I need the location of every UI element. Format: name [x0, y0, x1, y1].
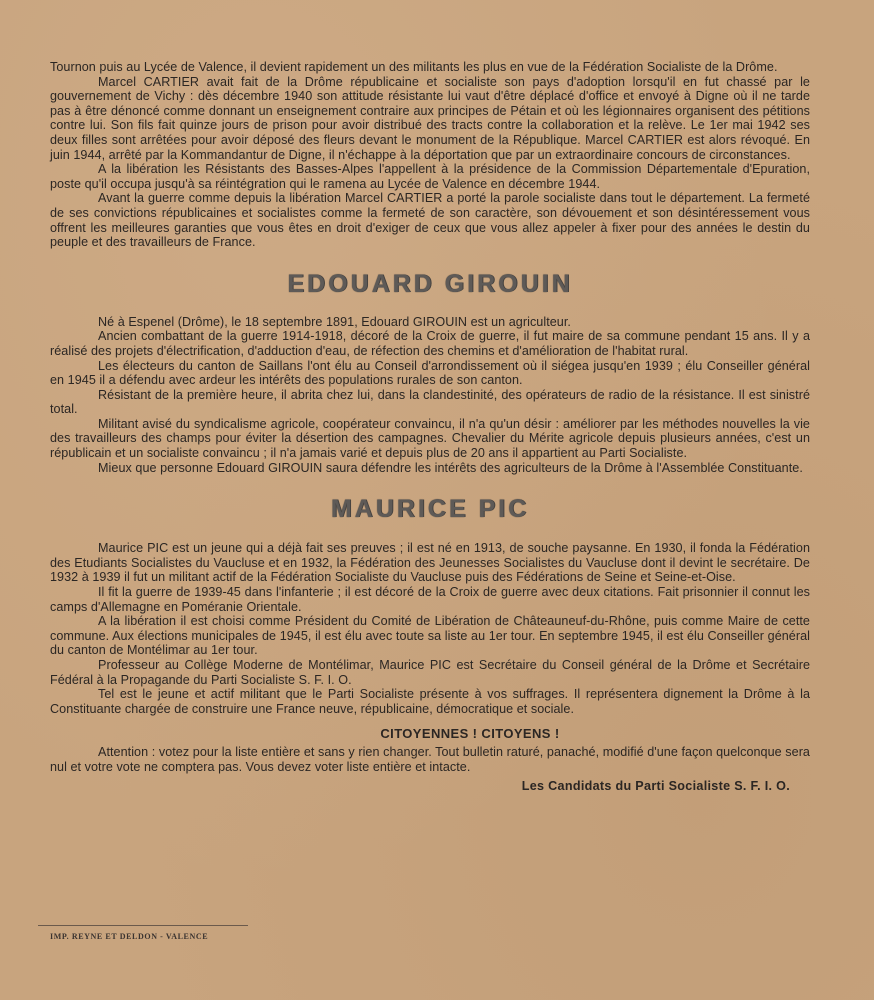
- printer-divider: [38, 925, 248, 926]
- section-title-girouin: EDOUARD GIROUIN: [287, 269, 573, 298]
- girouin-paragraph-3: Les électeurs du canton de Saillans l'ont élu au Conseil d'arrondissement où il siégea jusqu'en 1939 ; élu Conseiller général en 1945 il a défendu avec ardeur les intérêts des populations rurales de son canton.: [50, 358, 810, 388]
- girouin-paragraph-5: Militant avisé du syndicalisme agricole, coopérateur convaincu, il n'a qu'un désir : améliorer par les méthodes nouvelles la vie des travailleurs des champs pour éviter la désertion des campagnes. Chevalier du Mérite agricole depuis plusieurs années, c'est un républicain et un socialiste convaincu ; il n'a jamais varié et depuis plus de 20 ans il appartient au Parti Socialiste.: [50, 416, 810, 461]
- intro-paragraph-1: Tournon puis au Lycée de Valence, il devient rapidement un des militants les plus en vue de la Fédération Socialiste de la Drôme.: [50, 60, 778, 74]
- intro-paragraph-3: A la libération les Résistants des Basses-Alpes l'appellent à la présidence de la Commission Départementale d'Epuration, poste qu'il occupa jusqu'à sa réintégration qui le ramena au Lycée de Valence en décembre 1944.: [50, 162, 810, 191]
- girouin-paragraph-1: Né à Espenel (Drôme), le 18 septembre 1891, Edouard GIROUIN est un agriculteur.: [98, 314, 571, 329]
- girouin-paragraph-6: Mieux que personne Edouard GIROUIN saura défendre les intérêts des agriculteurs de la Drôme à l'Assemblée Constituante.: [98, 460, 803, 475]
- girouin-paragraph-4: Résistant de la première heure, il abrita chez lui, dans la clandestinité, des opérateurs de radio de la résistance. Il est sinistré total.: [50, 387, 810, 417]
- intro-paragraph-2: Marcel CARTIER avait fait de la Drôme républicaine et socialiste son pays d'adoption lorsqu'il en fut chassé par le gouvernement de Vichy : dès décembre 1940 son attitude résistante lui vaut d'être déplacé d'office et envoyé à Digne où il ne tarde pas à être dénoncé comme donnant un enseignement contraire aux principes de Pétain et où les légionnaires organisent des pétitions contre lui. Son fils fait quinze jours de prison pour avoir distribué des tracts contre la collaboration et la relève. Le 1er mai 1942 ses deux filles sont arrêtées pour avoir déposé des fleurs devant le monument de la République. Marcel CARTIER est alors révoqué. En juin 1944, arrêté par la Kommandantur de Digne, il n'échappe à la déportation que par un extraordinaire concours de circonstances.: [50, 74, 810, 162]
- girouin-paragraph-2: Ancien combattant de la guerre 1914-1918, décoré de la Croix de guerre, il fut maire de sa commune pendant 15 ans. Il y a réalisé des projets d'électrification, d'adduction d'eau, de réfection des chemins et d'amélioration de l'habitat rural.: [50, 329, 810, 358]
- printer-imprint: IMP. REYNE ET DELDON - VALENCE: [50, 932, 209, 941]
- pic-paragraph-5: Tel est le jeune et actif militant que le Parti Socialiste présente à vos suffrages. Il représentera dignement la Drôme à la Constituante chargée de construire une France neuve, républicaine, démocratique et sociale.: [50, 687, 810, 716]
- candidates-signature: Les Candidats du Parti Socialiste S. F. I. O.: [521, 778, 790, 793]
- intro-paragraph-4: Avant la guerre comme depuis la libération Marcel CARTIER a porté la parole socialiste dans tout le département. La fermeté de ses convictions républicaines et socialistes comme la fermeté de son caractère, son dévouement et son désintéressement vous offrent les meilleures garanties que vous êtes en droit d'exiger de ceux que vous allez appeler à fixer pour des années le destin du peuple et des travailleurs de France.: [50, 191, 810, 250]
- section-title-pic: MAURICE PIC: [330, 495, 530, 524]
- attention-notice: Attention : votez pour la liste entière et sans y rien changer. Tout bulletin raturé, panaché, modifié d'une façon quelconque sera nul et votre vote ne comptera pas. Vous devez voter liste entière et intacte.: [50, 745, 810, 774]
- pic-paragraph-1: Maurice PIC est un jeune qui a déjà fait ses preuves ; il est né en 1913, de souche paysanne. En 1930, il fonda la Fédération des Etudiants Socialistes du Vaucluse et en 1932, la Fédération des Jeunesses Socialistes du Vaucluse dont il devint le secrétaire. De 1932 à 1939 il fut un militant actif de la Fédération Socialiste du Vaucluse puis des Fédérations de Seine et Seine-et-Oise.: [50, 541, 810, 585]
- pic-paragraph-3: A la libération il est choisi comme Président du Comité de Libération de Châteauneuf-du-Rhône, puis comme Maire de cette commune. Aux élections municipales de 1945, il est élu avec toute sa liste au 1er tour. En septembre 1945, il est élu Conseiller général du canton de Montélimar au 1er tour.: [50, 614, 810, 658]
- pic-paragraph-4: Professeur au Collège Moderne de Montélimar, Maurice PIC est Secrétaire du Conseil général de la Drôme et Secrétaire Fédéral à la Propagande du Parti Socialiste S. F. I. O.: [50, 658, 810, 687]
- citizens-heading: CITOYENNES ! CITOYENS !: [380, 726, 560, 742]
- pic-paragraph-2: Il fit la guerre de 1939-45 dans l'infanterie ; il est décoré de la Croix de guerre avec deux citations. Fait prisonnier il connut les camps d'Allemagne en Poméranie Orientale.: [50, 585, 810, 614]
